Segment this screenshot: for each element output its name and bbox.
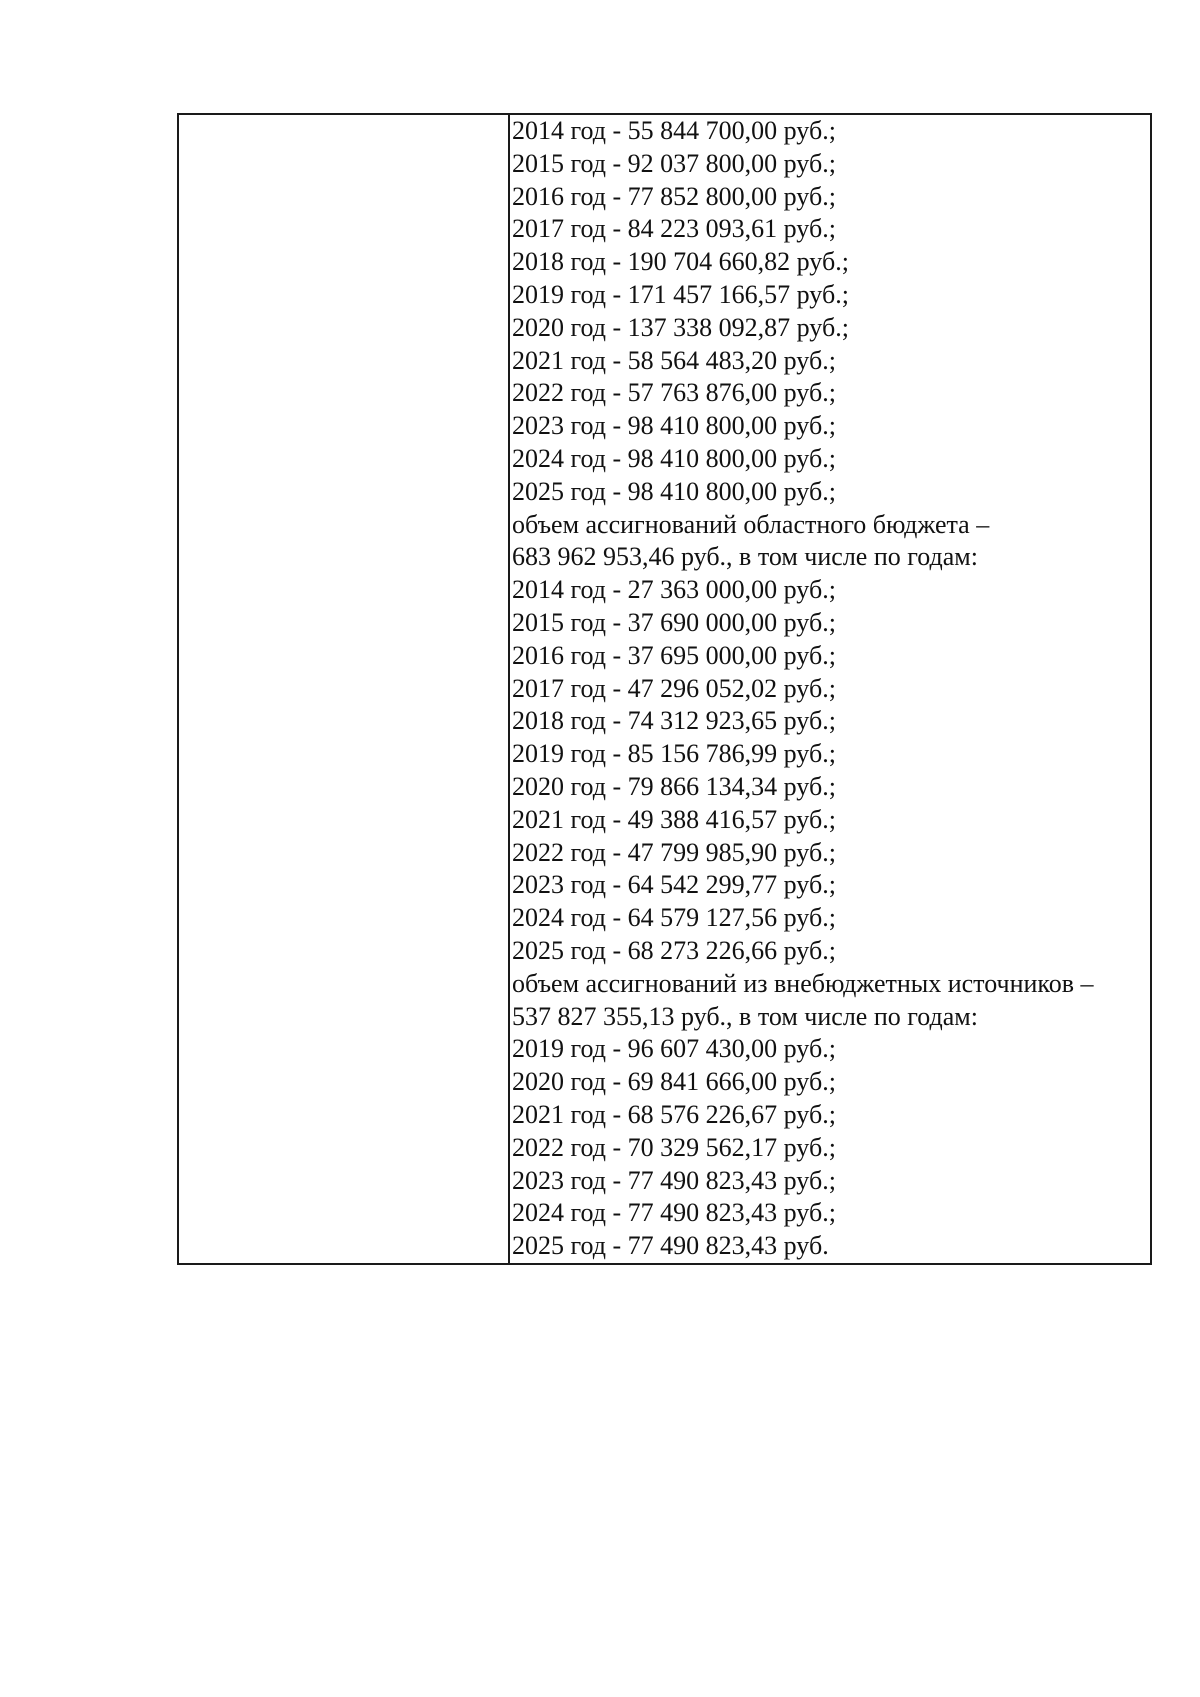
text-line: 2023 год - 64 542 299,77 руб.; (512, 870, 836, 900)
text-line: 2016 год - 77 852 800,00 руб.; (512, 181, 836, 211)
text-line: объем ассигнований из внебюджетных источников – (512, 968, 1094, 998)
text-line: 683 962 953,46 руб., в том числе по годам: (512, 542, 978, 572)
text-line: 537 827 355,13 руб., в том числе по годам: (512, 1001, 978, 1031)
table-cell-label (178, 114, 509, 1264)
text-line: 2022 год - 47 799 985,90 руб.; (512, 837, 836, 867)
text-line: 2022 год - 57 763 876,00 руб.; (512, 378, 836, 408)
text-line: 2014 год - 55 844 700,00 руб.; (512, 116, 836, 145)
text-line: 2024 год - 77 490 823,43 руб.; (512, 1198, 836, 1228)
text-line: 2023 год - 77 490 823,43 руб.; (512, 1165, 836, 1195)
text-line: 2019 год - 85 156 786,99 руб.; (512, 739, 836, 769)
table-row (178, 114, 1151, 1264)
text-line: 2020 год - 69 841 666,00 руб.; (512, 1067, 836, 1097)
text-line: 2017 год - 84 223 093,61 руб.; (512, 214, 836, 244)
text-line: 2024 год - 98 410 800,00 руб.; (512, 443, 836, 473)
text-line: 2023 год - 98 410 800,00 руб.; (512, 411, 836, 441)
funding-table (177, 113, 1152, 1265)
text-line: 2017 год - 47 296 052,02 руб.; (512, 673, 836, 703)
text-line: 2025 год - 98 410 800,00 руб.; (512, 476, 836, 506)
text-line: 2020 год - 137 338 092,87 руб.; (512, 312, 849, 342)
table-cell-content (509, 114, 1151, 1264)
text-line: 2018 год - 74 312 923,65 руб.; (512, 706, 836, 736)
text-line: 2020 год - 79 866 134,34 руб.; (512, 771, 836, 801)
text-line: 2019 год - 96 607 430,00 руб.; (512, 1034, 836, 1064)
text-line: 2021 год - 68 576 226,67 руб.; (512, 1099, 836, 1129)
text-line: 2025 год - 68 273 226,66 руб.; (512, 935, 836, 965)
funding-lines (512, 115, 1150, 1263)
text-line: 2015 год - 92 037 800,00 руб.; (512, 148, 836, 178)
text-line: 2022 год - 70 329 562,17 руб.; (512, 1132, 836, 1162)
text-line: 2024 год - 64 579 127,56 руб.; (512, 903, 836, 933)
text-line: 2018 год - 190 704 660,82 руб.; (512, 247, 849, 277)
text-line: 2014 год - 27 363 000,00 руб.; (512, 575, 836, 605)
text-line: 2019 год - 171 457 166,57 руб.; (512, 279, 849, 309)
text-line: объем ассигнований областного бюджета – (512, 509, 990, 539)
text-line: 2021 год - 58 564 483,20 руб.; (512, 345, 836, 375)
text-line: 2025 год - 77 490 823,43 руб. (512, 1231, 829, 1261)
text-line: 2016 год - 37 695 000,00 руб.; (512, 640, 836, 670)
text-line: 2021 год - 49 388 416,57 руб.; (512, 804, 836, 834)
text-line: 2015 год - 37 690 000,00 руб.; (512, 607, 836, 637)
